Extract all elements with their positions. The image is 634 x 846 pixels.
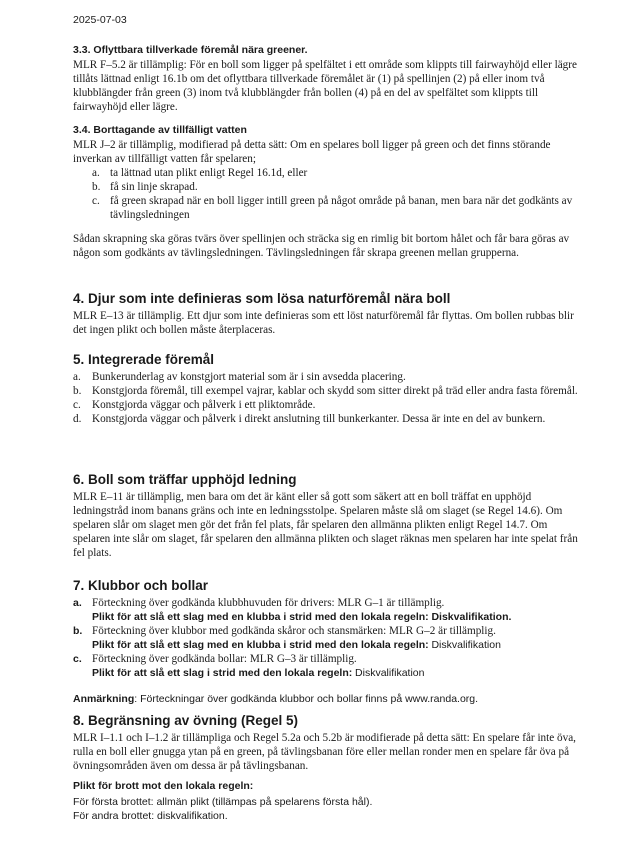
list-item-text: Konstgjorda väggar och pålverk i ett pliktområde. bbox=[92, 399, 316, 411]
section-3-4-intro: MLR J–2 är tillämplig, modifierad på detta sätt: Om en spelares boll ligger på green och det finns störande inverkan av tillfälligt vatten får spelaren; bbox=[73, 139, 551, 165]
list-item bbox=[73, 412, 585, 426]
list-item bbox=[73, 384, 585, 398]
list-marker: b. bbox=[73, 625, 83, 637]
list-item bbox=[92, 166, 582, 180]
list-item bbox=[73, 652, 585, 680]
list-marker: c. bbox=[73, 653, 82, 665]
section-3-3-heading: 3.3. Oflyttbara tillverkade föremål nära greener. bbox=[73, 44, 308, 56]
list-marker: a. bbox=[73, 371, 81, 383]
section-8-penalty-heading: Plikt för brott mot den lokala regeln: bbox=[73, 780, 254, 792]
penalty-label: Plikt för att slå ett slag i strid med den lokala regeln: bbox=[92, 667, 353, 679]
list-item bbox=[73, 596, 585, 624]
section-7-list bbox=[73, 596, 585, 680]
section-7-heading: 7. Klubbor och bollar bbox=[73, 578, 209, 593]
list-marker: a. bbox=[92, 167, 100, 179]
note-text: : Förteckningar över godkända klubbor och bollar finns på www.randa.org. bbox=[134, 693, 479, 705]
section-7-note bbox=[73, 692, 585, 706]
section-4-heading: 4. Djur som inte definieras som lösa naturföremål nära boll bbox=[73, 291, 451, 306]
list-item-text: ta lättnad utan plikt enligt Regel 16.1d, eller bbox=[110, 167, 308, 179]
list-item bbox=[73, 398, 585, 412]
section-8-second-breach: För andra brottet: diskvalifikation. bbox=[73, 810, 228, 822]
section-3-3-body: MLR F–5.2 är tillämplig: För en boll som ligger på spelfältet i ett område som klippts till fairwayhöjd eller lägre tillåts lättnad enligt 16.1b om det oflyttbara tillverkade föremålet är (1) på spellinjen (2) på eller inom två klubblängder från green (3) inom två klubblängder från bollen (4) på en del av spelfältet som klippts till fairwayhöjd eller lägre. bbox=[73, 59, 577, 113]
penalty-value: Diskvalifikation bbox=[431, 639, 501, 651]
section-6-body: MLR E–11 är tillämplig, men bara om det är känt eller så gott som säkert att en boll träffat en upphöjd ledningstråd inom banans gräns och inte en ledningsstolpe. Spelaren måste slå om slaget (se Regel 14.6). Om spelaren slår om slaget men gör det från fel plats, får spelaren den allmänna plikten enligt Regel 14.7. Om spelaren inte slår om slaget, får spelaren den allmänna plikten och slaget räknas men spelaren har inte spelat från fel plats. bbox=[73, 491, 578, 559]
list-item-text: Bunkerunderlag av konstgjort material som är i sin avsedda placering. bbox=[92, 371, 406, 383]
section-8-body: MLR I–1.1 och I–1.2 är tillämpliga och Regel 5.2a och 5.2b är modifierade på detta sätt: En spelare får inte öva, rulla en boll eller gnugga ytan på en green, på tävlingsbanan före eller mellan ronder men en spelare får öva på övningsområden även om dessa är på tävlingsbanan. bbox=[73, 732, 576, 772]
section-8-heading: 8. Begränsning av övning (Regel 5) bbox=[73, 713, 299, 728]
section-4-body: MLR E–13 är tillämplig. Ett djur som inte definieras som ett löst naturföremål får flyttas. Om bollen rubbas blir det ingen plikt och bollen måste återplaceras. bbox=[73, 310, 574, 336]
section-5-heading: 5. Integrerade föremål bbox=[73, 352, 215, 367]
list-marker: c. bbox=[92, 195, 100, 207]
list-item-text: Konstgjorda föremål, till exempel vajrar, kablar och skydd som sitter direkt på träd eller andra fasta föremål. bbox=[92, 385, 578, 397]
list-item-text: Förteckning över godkända bollar: MLR G–3 är tillämplig. bbox=[92, 653, 357, 665]
section-3-4-heading: 3.4. Borttagande av tillfälligt vatten bbox=[73, 124, 247, 136]
document-date: 2025-07-03 bbox=[73, 14, 127, 26]
section-3-4-outro: Sådan skrapning ska göras tvärs över spellinjen och sträcka sig en rimlig bit bortom hålet och får bara göras av någon som godkänts av tävlingsledningen. Tävlingsledningen får skrapa greenen mellan grupperna. bbox=[73, 233, 570, 259]
list-item-text: få sin linje skrapad. bbox=[110, 181, 198, 193]
list-item bbox=[73, 370, 585, 384]
list-item-text: Förteckning över godkända klubbhuvuden för drivers: MLR G–1 är tillämplig. bbox=[92, 597, 445, 609]
penalty-value: Diskvalifikation. bbox=[431, 611, 512, 623]
penalty-label: Plikt för att slå ett slag med en klubba i strid med den lokala regeln: bbox=[92, 639, 429, 651]
penalty-value: Diskvalifikation bbox=[355, 667, 425, 679]
list-marker: c. bbox=[73, 399, 81, 411]
list-item bbox=[73, 624, 585, 652]
section-6-heading: 6. Boll som träffar upphöjd ledning bbox=[73, 472, 297, 487]
list-marker: b. bbox=[73, 385, 82, 397]
section-5-list bbox=[73, 370, 585, 426]
list-item bbox=[92, 180, 582, 194]
penalty-label: Plikt för att slå ett slag med en klubba i strid med den lokala regeln: bbox=[92, 611, 429, 623]
list-item-text: Förteckning över klubbor med godkända skåror och stansmärken: MLR G–2 är tillämplig. bbox=[92, 625, 496, 637]
section-3-4-list bbox=[92, 166, 582, 222]
list-marker: b. bbox=[92, 181, 101, 193]
list-item bbox=[92, 194, 582, 222]
list-item-text: få green skrapad när en boll ligger intill green på något område på banan, men bara när det godkänts av tävlingsledningen bbox=[110, 195, 573, 221]
list-marker: d. bbox=[73, 413, 82, 425]
list-item-text: Konstgjorda väggar och pålverk i direkt anslutning till bunkerkanter. Dessa är inte en del av bunkern. bbox=[92, 413, 546, 425]
section-8-first-breach: För första brottet: allmän plikt (tillämpas på spelarens första hål). bbox=[73, 796, 373, 808]
note-label: Anmärkning bbox=[73, 693, 135, 705]
list-marker: a. bbox=[73, 597, 82, 609]
